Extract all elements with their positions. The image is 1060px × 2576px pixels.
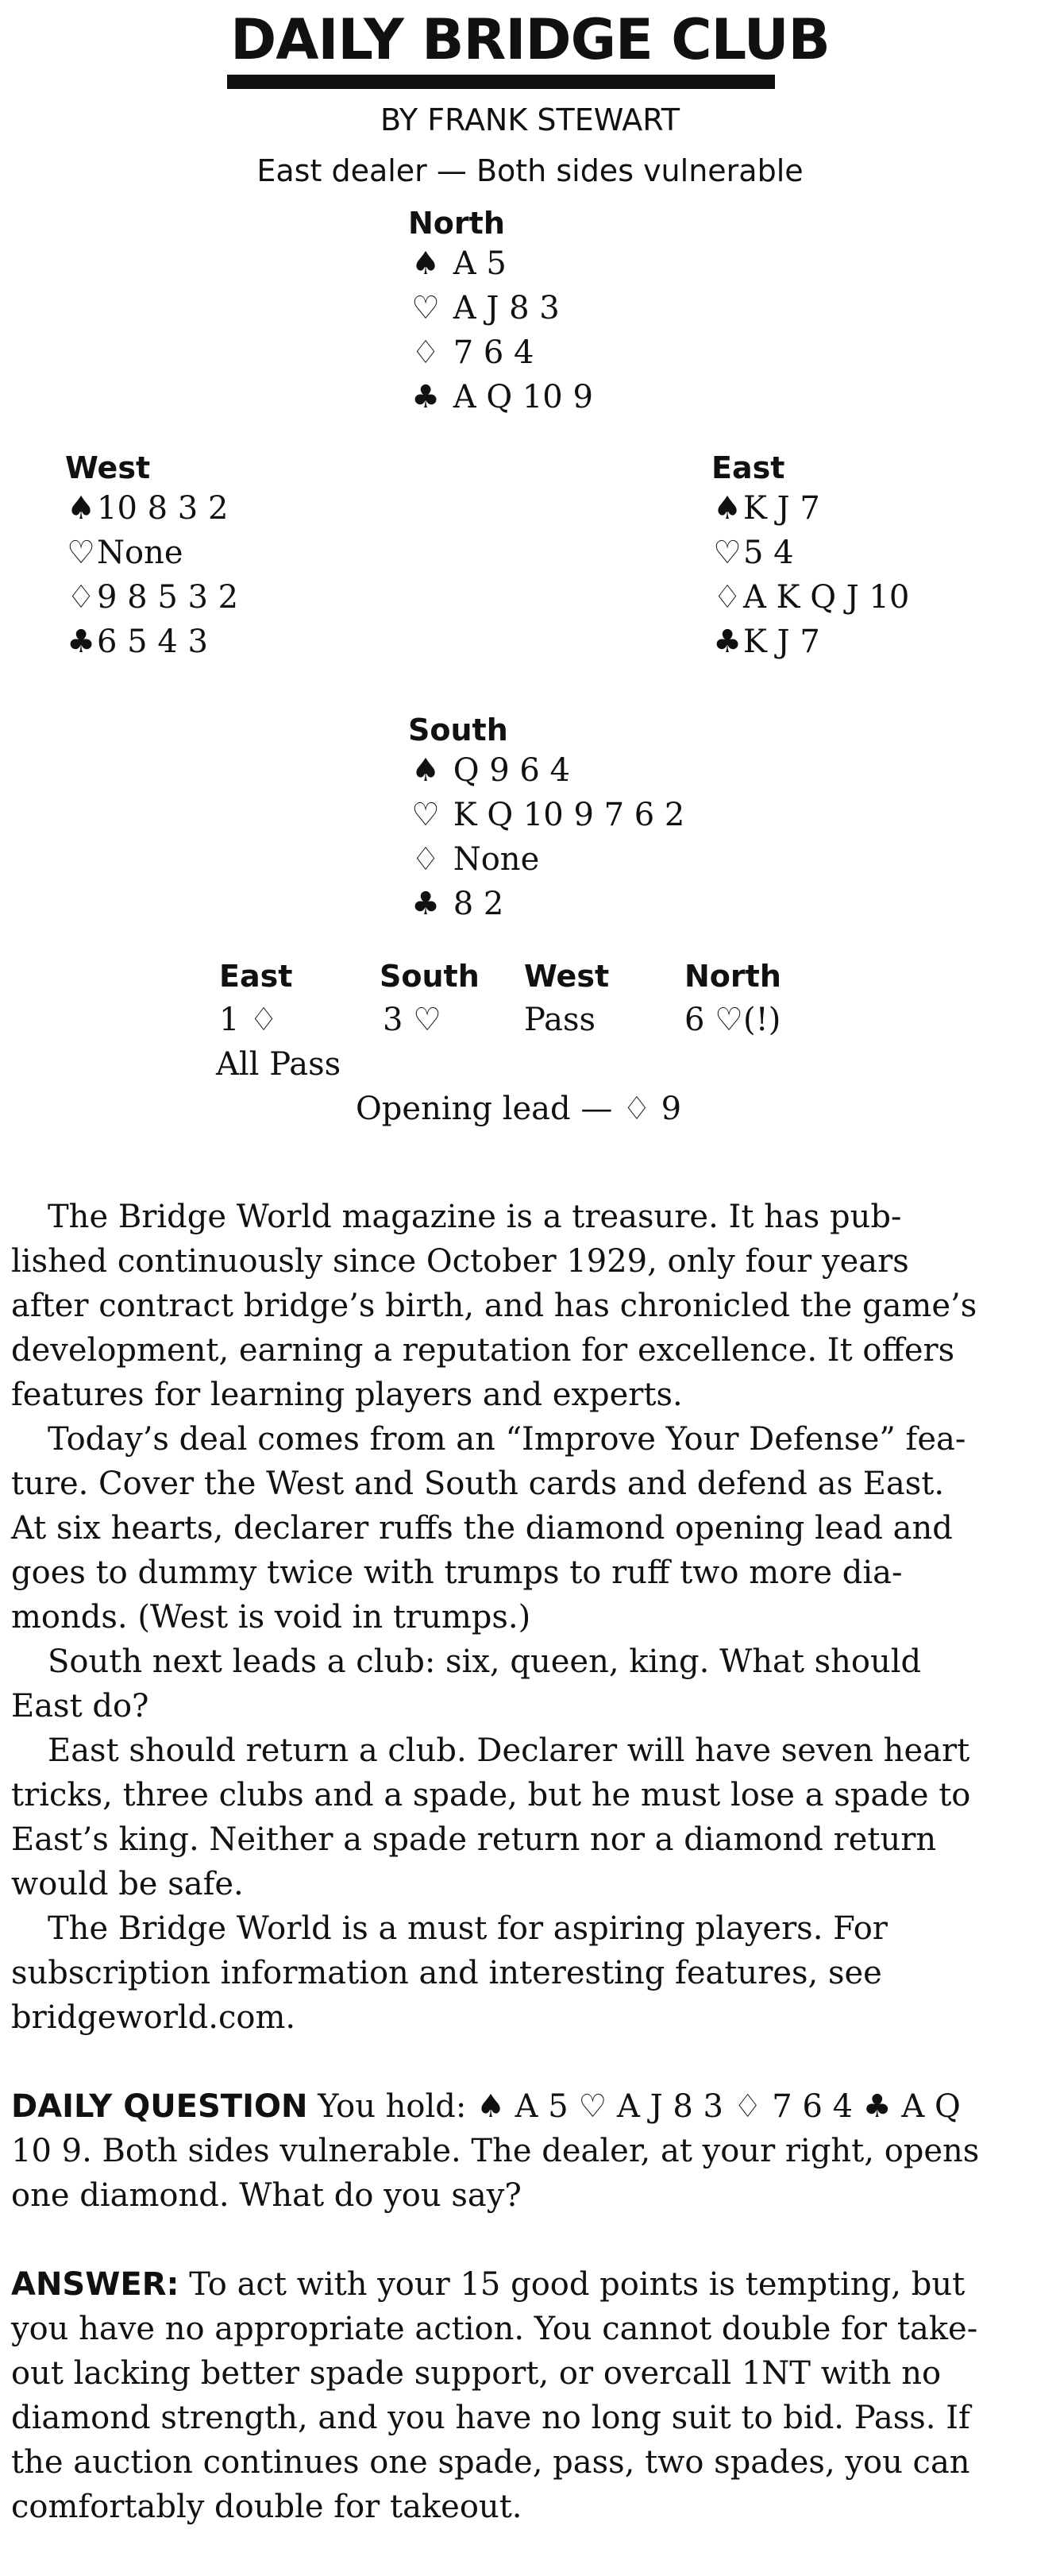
diamond-icon: ♢	[411, 841, 440, 878]
south-clubs	[408, 882, 684, 926]
south-clubs-cards: 8 2	[453, 886, 504, 922]
south-diamonds	[408, 837, 684, 882]
east-diamonds-cards: A K Q J 10	[743, 579, 910, 616]
south-hearts-cards: K Q 10 9 7 6 2	[453, 797, 685, 833]
south-hand	[408, 712, 684, 926]
bid-header-west: West	[524, 959, 610, 994]
west-clubs-cards: 6 5 4 3	[97, 624, 208, 660]
south-spades-cards: Q 9 6 4	[453, 752, 571, 789]
west-diamonds-cards: 9 8 5 3 2	[97, 579, 239, 616]
bid-header-north: North	[684, 959, 781, 994]
east-hearts-cards: 5 4	[743, 535, 794, 571]
text-line: out lacking better spade support, or overcall 1NT with no	[11, 2355, 942, 2392]
south-diamonds-cards: None	[453, 841, 540, 878]
paragraph	[11, 1728, 1043, 1906]
south-hearts	[408, 793, 684, 837]
text-line	[11, 2084, 1043, 2129]
diamond-icon: ♢	[713, 579, 742, 616]
text-line: The Bridge World magazine is a treasure. It has pub-	[48, 1199, 902, 1235]
club-icon: ♣	[411, 886, 440, 922]
daily-question	[11, 2084, 1043, 2218]
answer-label: ANSWER:	[11, 2266, 179, 2303]
spacer	[11, 2218, 1043, 2262]
heart-icon: ♡	[411, 797, 440, 833]
north-label: North	[408, 206, 505, 241]
spacer	[11, 2040, 1043, 2084]
dealer-line: East dealer — Both sides vulnerable	[256, 153, 804, 188]
spade-icon: ♠	[411, 245, 440, 282]
west-diamonds	[65, 575, 238, 620]
west-label: West	[65, 450, 151, 485]
bid-header-east: East	[219, 959, 293, 994]
text-line: bridgeworld.com.	[11, 1999, 296, 2036]
diamond-icon: ♢	[411, 334, 440, 371]
west-clubs	[65, 620, 238, 664]
north-clubs-cards: A Q 10 9	[453, 379, 593, 415]
text-line: features for learning players and experts.	[11, 1377, 683, 1413]
bid-south-1: 3 ♡	[383, 1002, 442, 1038]
text-line: lished continuously since October 1929, only four years	[11, 1243, 909, 1280]
text-line: the auction continues one spade, pass, two spades, you can	[11, 2444, 970, 2481]
north-spades-cards: A 5	[453, 245, 507, 282]
text-line: 10 9. Both sides vulnerable. The dealer, at your right, opens	[11, 2133, 980, 2169]
north-clubs	[408, 375, 593, 419]
opening-lead: Opening lead — ♢ 9	[356, 1091, 682, 1127]
west-hand	[65, 450, 238, 664]
text-line: development, earning a reputation for excellence. It offers	[11, 1332, 955, 1369]
answer	[11, 2262, 1043, 2529]
east-spades-cards: K J 7	[743, 490, 820, 527]
south-spades	[408, 748, 684, 793]
text-line: tricks, three clubs and a spade, but he must lose a spade to	[11, 1777, 971, 1813]
north-diamonds	[408, 330, 593, 375]
paragraph	[11, 1639, 1043, 1728]
text-line: you have no appropriate action. You cannot double for take-	[11, 2311, 978, 2347]
spade-icon: ♠	[713, 490, 742, 527]
text-line	[11, 2262, 1043, 2307]
north-hearts-cards: A J 8 3	[453, 290, 560, 326]
answer-text: To act with your 15 good points is tempting, but	[179, 2266, 966, 2303]
heart-icon: ♡	[713, 535, 742, 571]
text-line: South next leads a club: six, queen, king. What should	[48, 1643, 922, 1680]
east-hand	[711, 450, 909, 664]
text-line: ture. Cover the West and South cards and defend as East.	[11, 1466, 945, 1502]
west-hearts-cards: None	[97, 535, 183, 571]
text-line: monds. (West is void in trumps.)	[11, 1599, 531, 1636]
north-hearts	[408, 286, 593, 330]
title-rule	[227, 75, 775, 89]
text-line: The Bridge World is a must for aspiring players. For	[48, 1910, 888, 1947]
bid-north-1: 6 ♡(!)	[684, 1002, 781, 1038]
daily-question-label: DAILY QUESTION	[11, 2088, 308, 2125]
club-icon: ♣	[67, 624, 95, 660]
north-spades	[408, 241, 593, 286]
text-line: goes to dummy twice with trumps to ruff two more dia-	[11, 1554, 903, 1591]
text-line: comfortably double for takeout.	[11, 2489, 522, 2525]
heart-icon: ♡	[67, 535, 95, 571]
bid-all-pass: All Pass	[216, 1046, 341, 1083]
text-line: Today’s deal comes from an “Improve Your Defense” fea-	[48, 1421, 966, 1458]
club-icon: ♣	[411, 379, 440, 415]
bid-west-1: Pass	[524, 1002, 596, 1038]
east-diamonds	[711, 575, 909, 620]
text-line: East do?	[11, 1688, 149, 1724]
paragraph	[11, 1906, 1043, 2040]
text-line: East’s king. Neither a spade return nor a diamond return	[11, 1821, 937, 1858]
east-spades	[711, 486, 909, 531]
club-icon: ♣	[713, 624, 742, 660]
daily-question-text: You hold: ♠ A 5 ♡ A J 8 3 ♢ 7 6 4 ♣ A Q	[307, 2088, 961, 2125]
north-hand	[408, 205, 593, 419]
column-title: DAILY BRIDGE CLUB	[230, 7, 830, 72]
heart-icon: ♡	[411, 290, 440, 326]
bid-header-south: South	[380, 959, 480, 994]
bid-east-1: 1 ♢	[219, 1002, 279, 1038]
text-line: would be safe.	[11, 1866, 244, 1902]
byline: BY FRANK STEWART	[380, 102, 680, 137]
text-line: one diamond. What do you say?	[11, 2177, 522, 2214]
diamond-icon: ♢	[67, 579, 95, 616]
east-hearts	[711, 531, 909, 575]
article-body	[11, 1195, 1043, 2529]
west-spades-cards: 10 8 3 2	[97, 490, 229, 527]
paragraph	[11, 1195, 1043, 1417]
text-line: At six hearts, declarer ruffs the diamond opening lead and	[11, 1510, 953, 1547]
west-spades	[65, 486, 238, 531]
west-hearts	[65, 531, 238, 575]
text-line: East should return a club. Declarer will have seven heart	[48, 1732, 970, 1769]
east-clubs-cards: K J 7	[743, 624, 820, 660]
spade-icon: ♠	[411, 752, 440, 789]
text-line: diamond strength, and you have no long suit to bid. Pass. If	[11, 2400, 970, 2436]
east-clubs	[711, 620, 909, 664]
paragraph	[11, 1417, 1043, 1639]
east-label: East	[711, 450, 785, 485]
text-line: after contract bridge’s birth, and has chronicled the game’s	[11, 1288, 977, 1324]
spade-icon: ♠	[67, 490, 95, 527]
text-line: subscription information and interesting features, see	[11, 1955, 882, 1991]
south-label: South	[408, 713, 508, 747]
north-diamonds-cards: 7 6 4	[453, 334, 534, 371]
